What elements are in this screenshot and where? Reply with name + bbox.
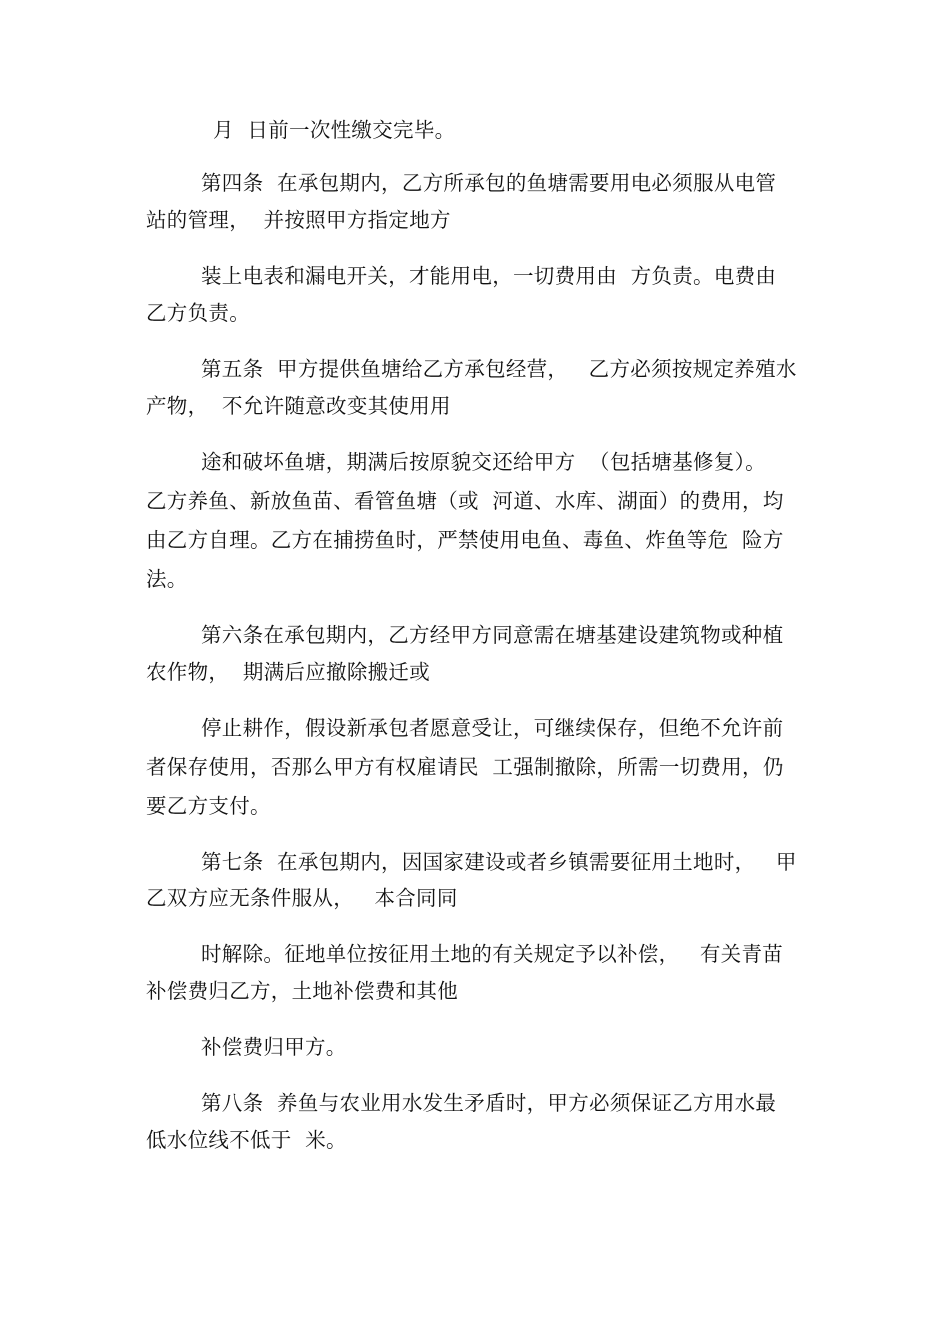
text-line: 第四条 在承包期内，乙方所承包的鱼塘需要用电必须服从电管	[201, 171, 777, 195]
text-line: 产物， 不允许随意改变其使用用	[146, 394, 451, 418]
text-line: 装上电表和漏电开关，才能用电，一切费用由 方负责。电费由	[201, 264, 777, 288]
text-line: 站的管理， 并按照甲方指定地方	[146, 208, 451, 232]
text-line: 第五条 甲方提供鱼塘给乙方承包经营， 乙方必须按规定养殖水	[201, 357, 797, 381]
text-line: 停止耕作，假设新承包者愿意受让，可继续保存，但绝不允许前	[201, 716, 784, 740]
text-line: 时解除。征地单位按征用土地的有关规定予以补偿， 有关青苗	[201, 942, 784, 966]
text-line: 要乙方支付。	[146, 794, 271, 818]
text-line: 由乙方自理。乙方在捕捞鱼时，严禁使用电鱼、毒鱼、炸鱼等危 险方	[146, 528, 784, 552]
text-line: 农作物， 期满后应撤除搬迁或	[146, 660, 431, 684]
text-line: 者保存使用，否那么甲方有权雇请民 工强制撤除，所需一切费用，仍	[146, 755, 784, 779]
text-line: 第六条在承包期内，乙方经甲方同意需在塘基建设建筑物或种植	[201, 623, 784, 647]
text-line: 乙双方应无条件服从， 本合同同	[146, 886, 458, 910]
text-line: 乙方养鱼、新放鱼苗、看管鱼塘（或 河道、水库、湖面）的费用，均	[146, 489, 784, 513]
text-line: 低水位线不低于 米。	[146, 1128, 347, 1152]
text-line: 乙方负责。	[146, 301, 250, 325]
text-line: 第八条 养鱼与农业用水发生矛盾时，甲方必须保证乙方用水最	[201, 1091, 777, 1115]
text-line: 法。	[146, 567, 188, 591]
text-line: 第七条 在承包期内，因国家建设或者乡镇需要征用土地时， 甲	[201, 850, 797, 874]
text-line: 补偿费归甲方。	[201, 1035, 347, 1059]
text-line: 途和破坏鱼塘，期满后按原貌交还给甲方 （包括塘基修复）。	[201, 450, 766, 474]
text-line: 补偿费归乙方，土地补偿费和其他	[146, 979, 458, 1003]
text-line: 月 日前一次性缴交完毕。	[213, 118, 456, 142]
